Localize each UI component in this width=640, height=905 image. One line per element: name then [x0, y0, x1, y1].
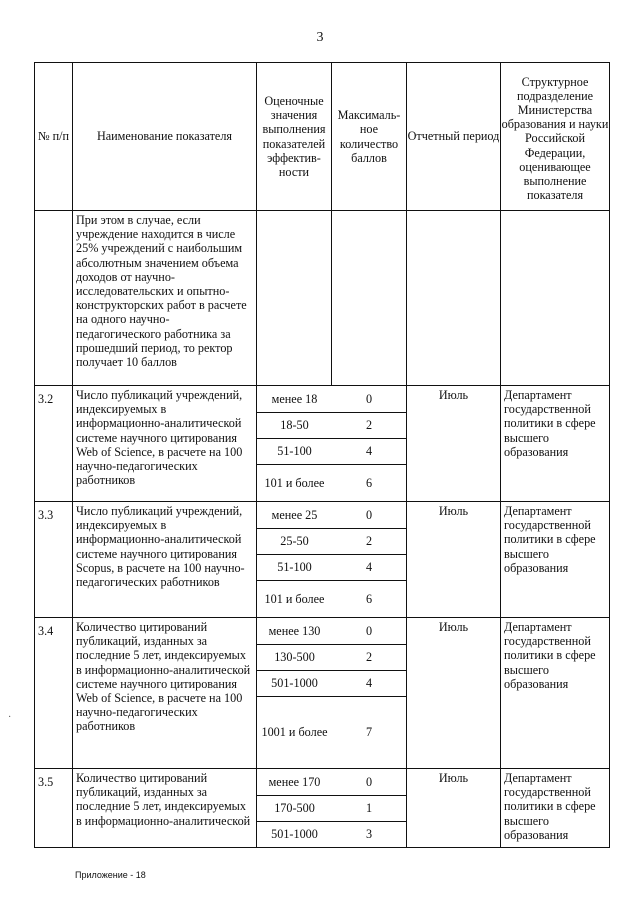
- responsible-department: Департамент государственной политики в сфере высшего образования: [501, 769, 610, 848]
- values-cell: [257, 502, 407, 618]
- row-number: 3.5: [35, 769, 73, 848]
- continuation-row: [35, 211, 610, 386]
- level-value: 51-100: [257, 438, 332, 464]
- values-cell: [257, 386, 407, 502]
- level-score: 0: [332, 386, 406, 412]
- row-number: 3.2: [35, 386, 73, 502]
- score-level-row: [257, 670, 406, 696]
- level-value: 1001 и более: [261, 725, 328, 740]
- score-levels: [257, 502, 406, 617]
- level-value: менее 170: [257, 769, 332, 795]
- values-cell: [257, 618, 407, 769]
- level-value: менее 130: [257, 618, 332, 644]
- report-period: Июль: [407, 502, 501, 618]
- header-values: Оценочные значения выполнения показателей эффектив-ности: [257, 63, 332, 211]
- level-value: 25-50: [257, 528, 332, 554]
- level-score: 1: [332, 795, 406, 821]
- indicator-name: Число публикаций учреждений, индексируемых в информационно-аналитической системе научного цитирования Scopus, в расчете на 100 научно-педагогических работников: [73, 502, 257, 618]
- header-max: Максималь-ное количество баллов: [332, 63, 407, 211]
- level-score: 0: [332, 618, 406, 644]
- level-score: 0: [332, 502, 406, 528]
- score-level-row: [257, 795, 406, 821]
- header-period: Отчетный период: [407, 63, 501, 211]
- table-row: [35, 386, 610, 502]
- score-level-row: [257, 386, 406, 412]
- level-score: 4: [332, 670, 406, 696]
- report-period: Июль: [407, 618, 501, 769]
- score-level-row: [257, 438, 406, 464]
- table-row: [35, 618, 610, 769]
- report-period: Июль: [407, 769, 501, 848]
- level-value: 501-1000: [257, 670, 332, 696]
- level-score: 2: [332, 528, 406, 554]
- level-value: 501-1000: [271, 827, 318, 842]
- level-value: 101 и более: [264, 475, 325, 490]
- indicator-name: Количество цитирований публикаций, изданных за последние 5 лет, индексируемых в информационно-аналитической: [73, 769, 257, 848]
- header-name: Наименование показателя: [73, 63, 257, 211]
- score-level-row: [257, 412, 406, 438]
- score-levels: [257, 386, 406, 501]
- header-num: № п/п: [35, 63, 73, 211]
- indicators-table: [34, 62, 610, 848]
- scan-dot: ·: [8, 712, 12, 723]
- continuation-num: [35, 211, 73, 386]
- level-score: 6: [365, 475, 373, 490]
- indicator-name: Число публикаций учреждений, индексируемых в информационно-аналитической системе научного цитирования Web of Science, в расчете на 100 научно-педагогических работников: [73, 386, 257, 502]
- responsible-department: Департамент государственной политики в сфере высшего образования: [501, 386, 610, 502]
- values-cell: [257, 769, 407, 848]
- page-number: 3: [316, 30, 324, 45]
- level-score: 0: [332, 769, 406, 795]
- indicator-name: Количество цитирований публикаций, изданных за последние 5 лет, индексируемых в информационно-аналитической системе научного цитирования Web of Science, в расчете на 100 научно-педагогических работников: [73, 618, 257, 769]
- row-number: 3.4: [35, 618, 73, 769]
- continuation-text: При этом в случае, если учреждение находится в числе 25% учреждений с наибольшим абсолютным значением объема доходов от научно-исследовательских и опытно-конструкторских работ в расчете на одного научно-педагогического работника за прошедший период, то ректор получает 10 баллов: [73, 211, 257, 386]
- level-score: 2: [332, 644, 406, 670]
- level-score: 4: [332, 554, 406, 580]
- table-header-row: [35, 63, 610, 211]
- score-levels: [257, 618, 406, 768]
- table-row: [35, 502, 610, 618]
- footer-note: Приложение - 18: [75, 870, 146, 880]
- level-score: 7: [365, 725, 373, 740]
- level-value: менее 25: [257, 502, 332, 528]
- responsible-department: Департамент государственной политики в сфере высшего образования: [501, 502, 610, 618]
- level-value: 51-100: [257, 554, 332, 580]
- score-level-row: [257, 464, 406, 501]
- level-score: 6: [365, 591, 373, 606]
- score-level-row: [257, 502, 406, 528]
- table-row: [35, 769, 610, 848]
- score-level-row: [257, 821, 406, 847]
- row-number: 3.3: [35, 502, 73, 618]
- score-level-row: [257, 554, 406, 580]
- score-levels: [257, 769, 406, 847]
- score-level-row: [257, 618, 406, 644]
- level-value: 18-50: [257, 412, 332, 438]
- header-dept: Структурное подразделение Министерства образования и науки Российской Федерации, оценивающее выполнение показателя: [501, 63, 610, 211]
- level-score: 4: [332, 438, 406, 464]
- level-score: 2: [332, 412, 406, 438]
- score-level-row: [257, 769, 406, 795]
- responsible-department: Департамент государственной политики в сфере высшего образования: [501, 618, 610, 769]
- score-level-row: [257, 696, 406, 768]
- level-score: 3: [365, 827, 373, 842]
- level-value: менее 18: [257, 386, 332, 412]
- score-level-row: [257, 528, 406, 554]
- level-value: 130-500: [257, 644, 332, 670]
- level-value: 170-500: [257, 795, 332, 821]
- score-level-row: [257, 644, 406, 670]
- score-level-row: [257, 580, 406, 617]
- report-period: Июль: [407, 386, 501, 502]
- level-value: 101 и более: [264, 591, 325, 606]
